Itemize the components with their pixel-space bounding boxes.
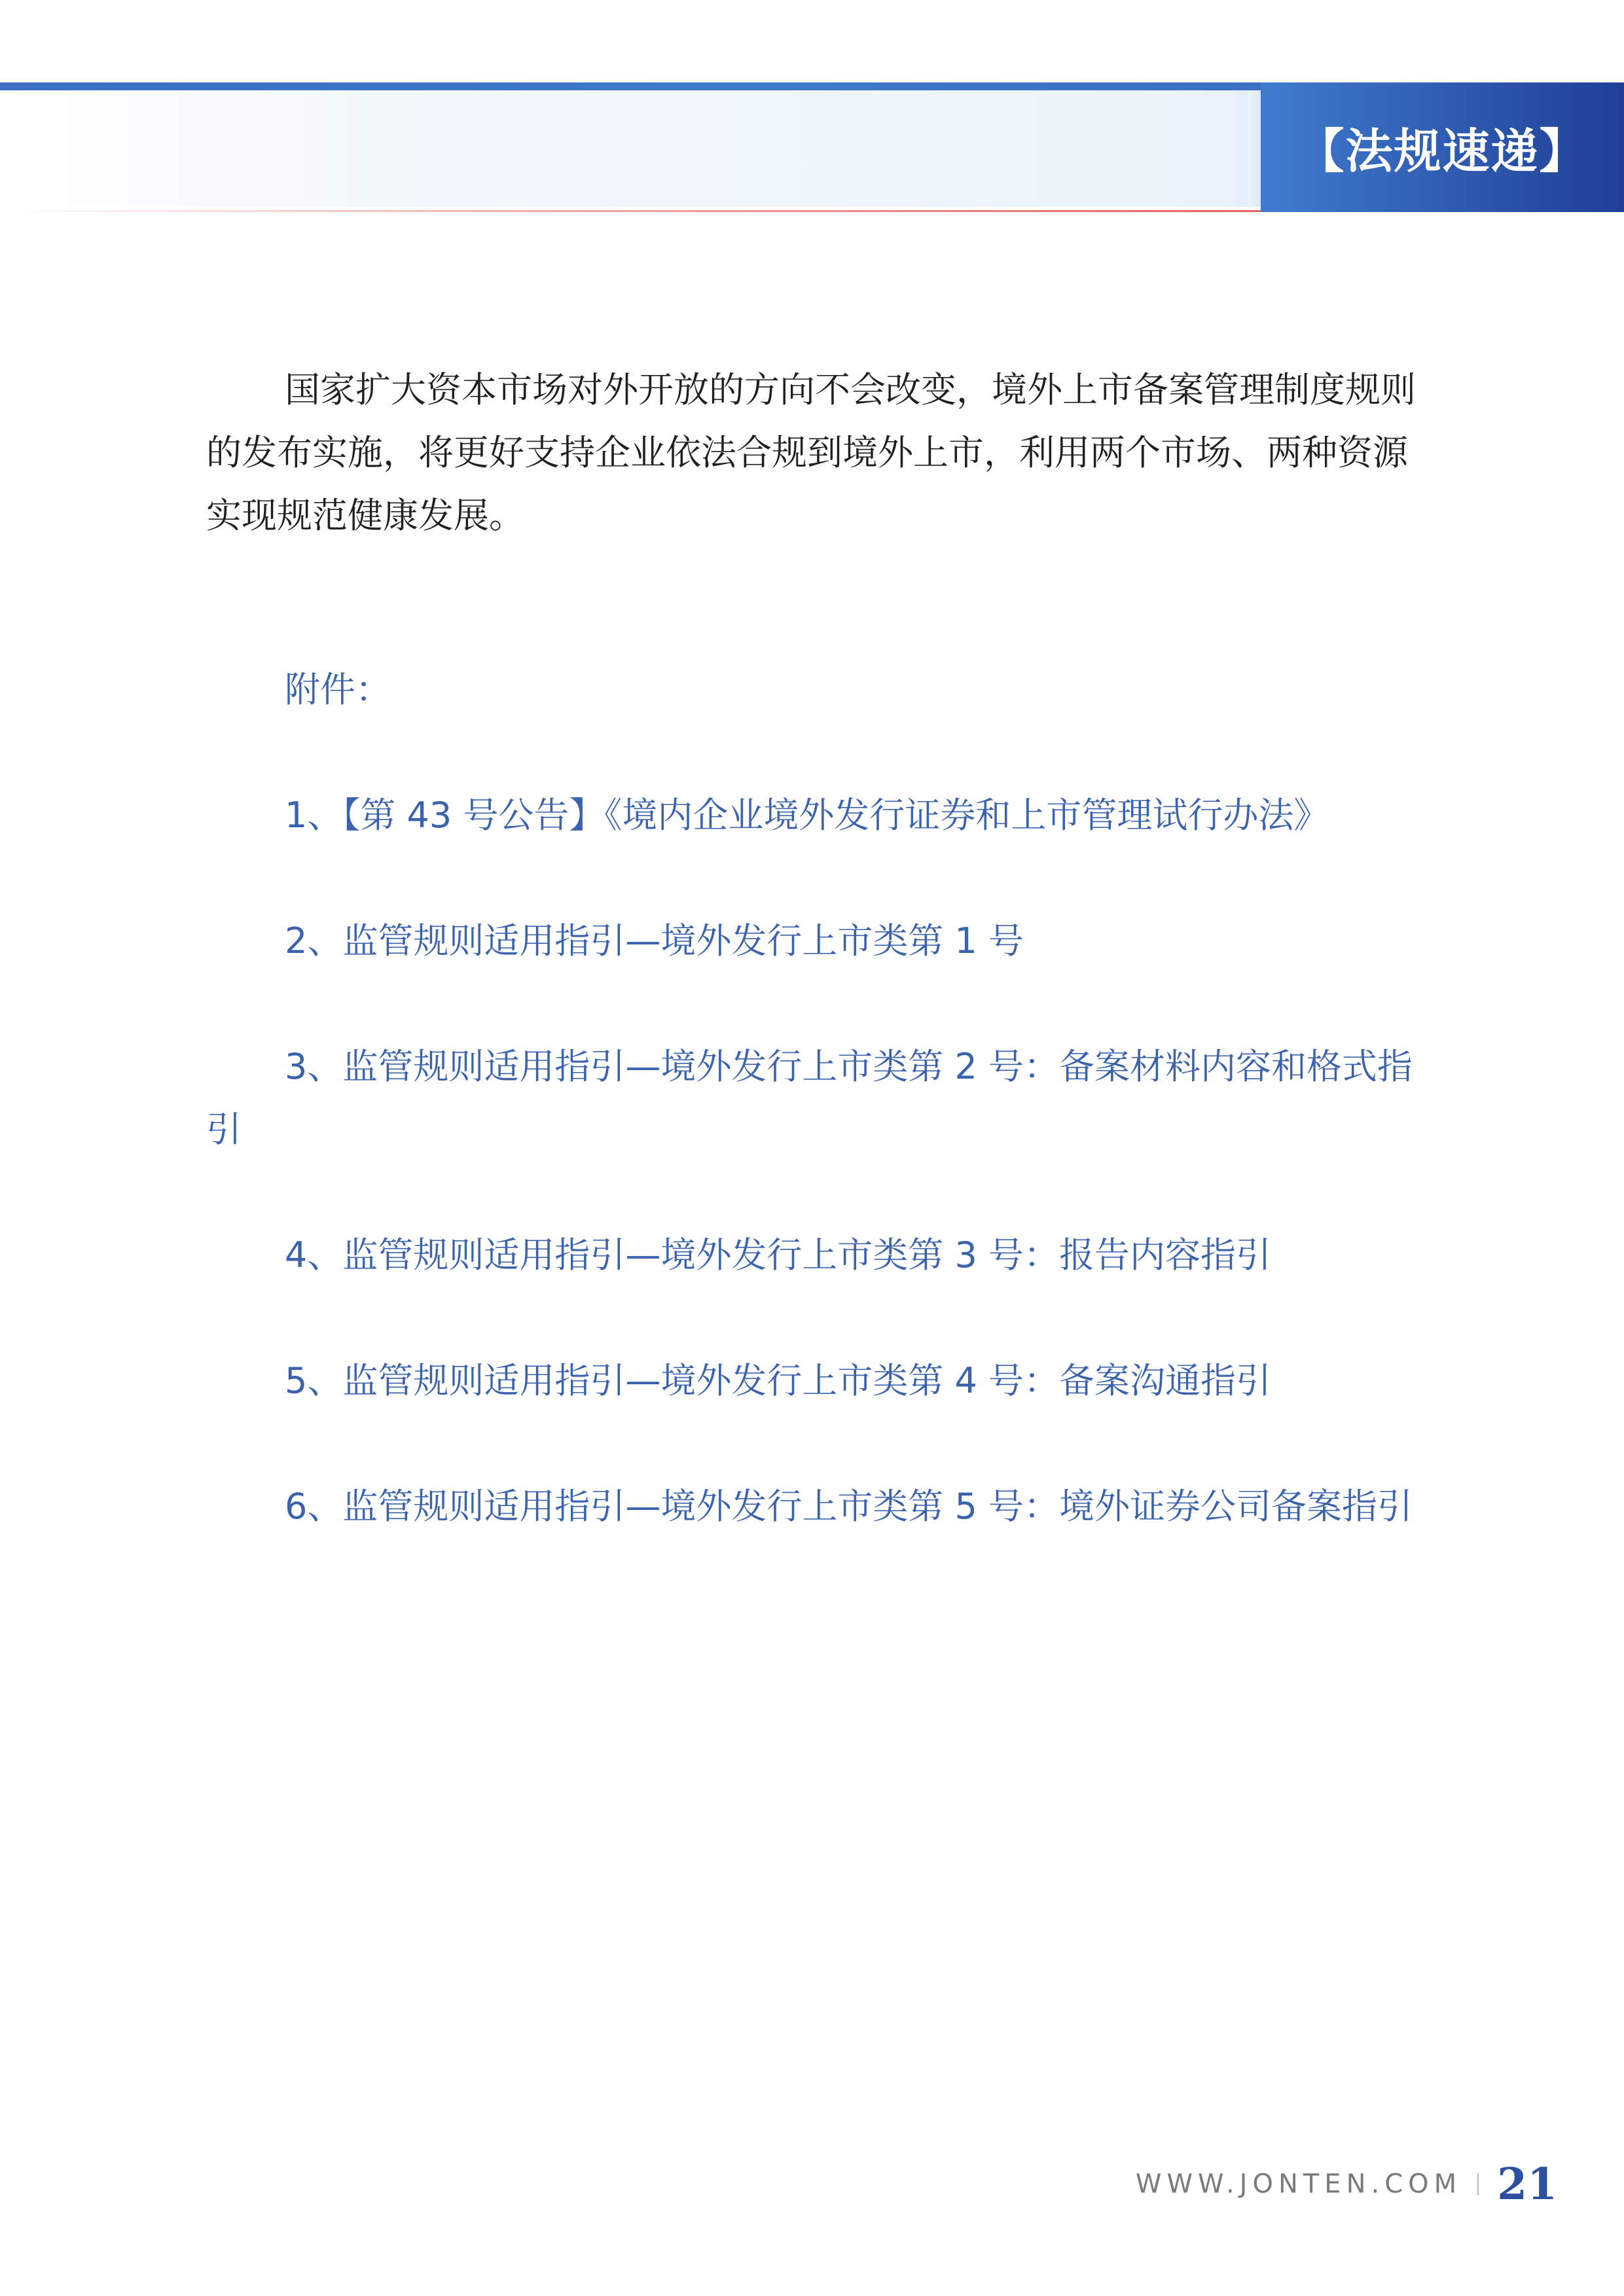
attachment-item-4[interactable]: 4、监管规则适用指引—境外发行上市类第 3 号：报告内容指引 <box>285 1234 1272 1276</box>
page-number: 21 <box>1497 2159 1557 2210</box>
page-footer <box>1136 2159 1557 2210</box>
attachment-item-1[interactable]: 1、【第 43 号公告】《境内企业境外发行证券和上市管理试行办法》 <box>285 795 1329 836</box>
header-band-shadow <box>1231 90 1262 207</box>
attachment-item-3[interactable]: 3、监管规则适用指引—境外发行上市类第 2 号：备案材料内容和格式指引 <box>206 1046 1413 1150</box>
header-top-rule <box>0 82 1263 90</box>
page-content <box>206 359 1430 1538</box>
header-band <box>0 90 1248 207</box>
body-paragraph: 国家扩大资本市场对外开放的方向不会改变，境外上市备案管理制度规则的发布实施，将更好支持企业依法合规到境外上市，利用两个市场、两种资源实现规范健康发展。 <box>206 369 1416 536</box>
section-tab-label: 【法规速递】 <box>1297 123 1588 179</box>
attachment-item-5[interactable]: 5、监管规则适用指引—境外发行上市类第 4 号：备案沟通指引 <box>285 1360 1272 1401</box>
attachment-item-6[interactable]: 6、监管规则适用指引—境外发行上市类第 5 号：境外证券公司备案指引 <box>285 1486 1413 1527</box>
attachment-item-2[interactable]: 2、监管规则适用指引—境外发行上市类第 1 号 <box>285 920 1024 961</box>
footer-divider <box>1477 2173 1479 2195</box>
header-red-line <box>0 210 1261 212</box>
footer-website[interactable]: WWW.JONTEN.COM <box>1135 2169 1462 2199</box>
attachments-label: 附件： <box>285 669 391 710</box>
section-tab <box>1261 82 1624 212</box>
